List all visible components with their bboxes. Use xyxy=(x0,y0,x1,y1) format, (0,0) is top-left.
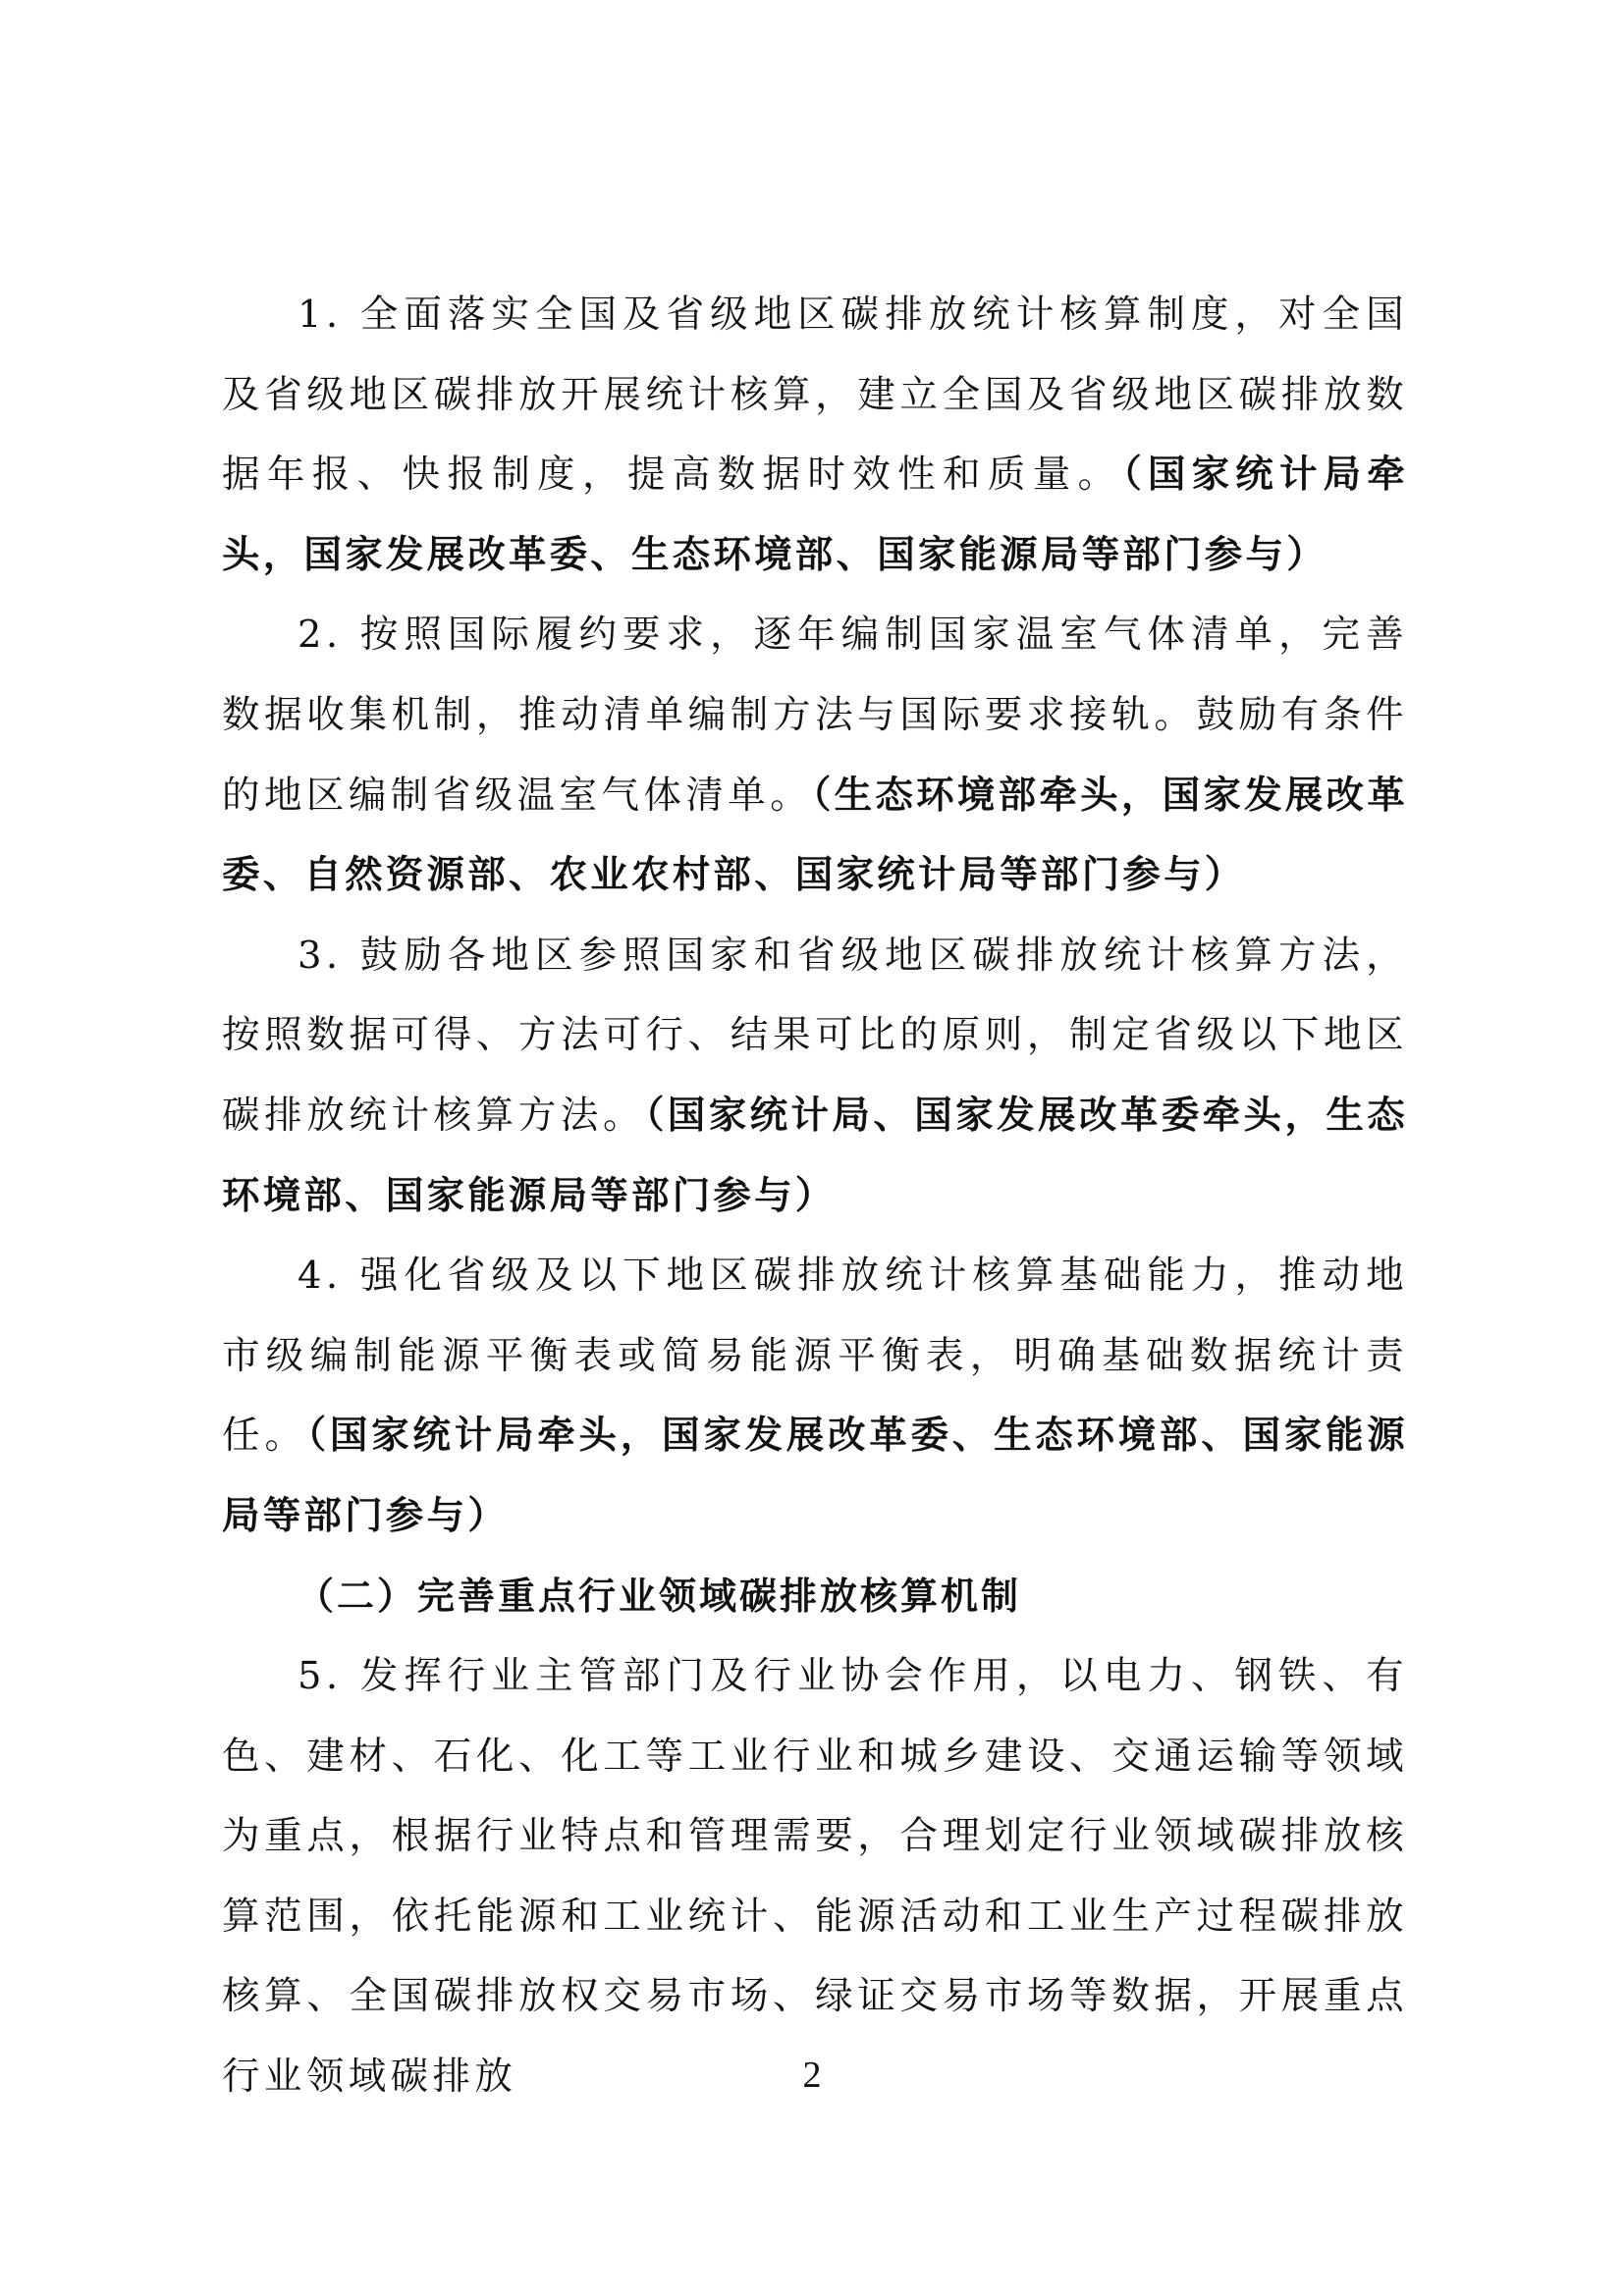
paragraph-item-5 xyxy=(222,1636,1408,2117)
paragraph-item-1 xyxy=(222,275,1408,595)
paragraph-responsibility-note: （国家统计局牵头，国家发展改革委、生态环境部、国家能源局等部门参与） xyxy=(222,1414,1408,1538)
paragraph-responsibility-note: （生态环境部牵头，国家发展改革委、自然资源部、农业农村部、国家统计局等部门参与） xyxy=(222,773,1408,898)
paragraph-main-text: 1. 全面落实全国及省级地区碳排放统计核算制度，对全国及省级地区碳排放开展统计核算，建立全国及省级地区碳排放数据年报、快报制度，提高数据时效性和质量。 xyxy=(222,293,1408,498)
paragraph-main-text: 3. 鼓励各地区参照国家和省级地区碳排放统计核算方法，按照数据可得、方法可行、结果可比的原则，制定省级以下地区碳排放统计核算方法。 xyxy=(222,933,1408,1138)
paragraph-item-3 xyxy=(222,916,1408,1236)
paragraph-main-text: 4. 强化省级及以下地区碳排放统计核算基础能力，推动地市级编制能源平衡表或简易能源平衡表，明确基础数据统计责任。 xyxy=(222,1254,1408,1459)
paragraph-responsibility-note: （国家统计局、国家发展改革委牵头，生态环境部、国家能源局等部门参与） xyxy=(222,1093,1408,1218)
paragraph-main-text: 2. 按照国际履约要求，逐年编制国家温室气体清单，完善数据收集机制，推动清单编制方法与国际要求接轨。鼓励有条件的地区编制省级温室气体清单。 xyxy=(222,613,1408,818)
paragraph-item-2 xyxy=(222,595,1408,915)
paragraph-responsibility-note: （国家统计局牵头，国家发展改革委、生态环境部、国家能源局等部门参与） xyxy=(222,453,1408,577)
section-heading: （二）完善重点行业领域碳排放核算机制 xyxy=(297,1574,1022,1618)
page-number: 2 xyxy=(802,2055,822,2096)
paragraph-main-text: 5. 发挥行业主管部门及行业协会作用，以电力、钢铁、有色、建材、石化、化工等工业行业和城乡建设、交通运输等领域为重点，根据行业特点和管理需要，合理划定行业领域碳排放核算范围，依托能源和工业统计、能源活动和工业生产过程碳排放核算、全国碳排放权交易市场、绿证交易市场等数据，开展重点行业领域碳排放 xyxy=(222,1654,1408,2100)
body-text xyxy=(222,275,1408,2117)
paragraph-item-4 xyxy=(222,1236,1408,1556)
